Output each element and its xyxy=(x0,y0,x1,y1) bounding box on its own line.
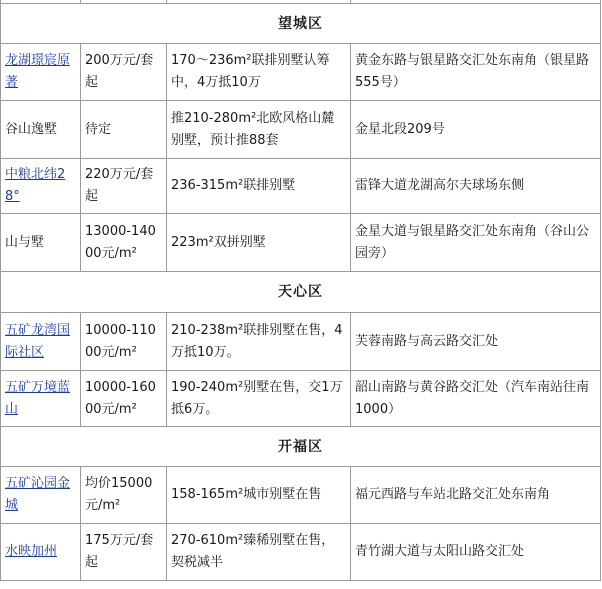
project-link[interactable]: 水映加州 xyxy=(5,544,58,559)
description-cell: 210-238m²联排别墅在售，4万抵10万。 xyxy=(167,313,351,371)
address-cell: 金星北段209号 xyxy=(351,101,601,159)
project-name-cell: 山与墅 xyxy=(1,214,81,272)
project-name-cell[interactable] xyxy=(1,467,81,524)
project-name-cell: 谷山逸墅 xyxy=(1,101,81,159)
project-link[interactable]: 五矿万境蓝山 xyxy=(5,379,71,417)
table-row xyxy=(1,214,601,272)
price-cell: 10000-11000元/m² xyxy=(81,313,167,371)
table-row xyxy=(1,524,601,581)
table-row xyxy=(1,101,601,159)
price-cell: 13000-14000元/m² xyxy=(81,214,167,272)
description-cell: 158-165m²城市别墅在售 xyxy=(167,467,351,524)
project-name-cell[interactable] xyxy=(1,313,81,371)
table-row xyxy=(1,371,601,427)
region-title: 天心区 xyxy=(1,272,601,313)
address-cell: 青竹湖大道与太阳山路交汇处 xyxy=(351,524,601,581)
table-body xyxy=(1,0,601,581)
description-cell: 170～236m²联排别墅认筹中，4万抵10万 xyxy=(167,44,351,101)
description-cell: 270-610m²臻稀别墅在售，契税减半 xyxy=(167,524,351,581)
project-name-cell[interactable] xyxy=(1,159,81,214)
project-name-cell[interactable] xyxy=(1,524,81,581)
region-title: 望城区 xyxy=(1,4,601,44)
address-cell: 福元西路与车站北路交汇处东南角 xyxy=(351,467,601,524)
region-header-row xyxy=(1,427,601,467)
price-cell: 220万元/套起 xyxy=(81,159,167,214)
region-title: 开福区 xyxy=(1,427,601,467)
project-link[interactable]: 五矿沁园金城 xyxy=(5,476,71,513)
address-cell: 雷锋大道龙湖高尔夫球场东侧 xyxy=(351,159,601,214)
project-name-cell[interactable] xyxy=(1,44,81,101)
price-cell: 均价15000元/m² xyxy=(81,467,167,524)
region-header-row xyxy=(1,272,601,313)
table-row xyxy=(1,467,601,524)
price-cell: 200万元/套起 xyxy=(81,44,167,101)
address-cell: 芙蓉南路与高云路交汇处 xyxy=(351,313,601,371)
project-name-cell[interactable] xyxy=(1,371,81,427)
address-cell: 金星大道与银星路交汇处东南角（谷山公园旁） xyxy=(351,214,601,272)
price-cell: 175万元/套起 xyxy=(81,524,167,581)
price-cell: 待定 xyxy=(81,101,167,159)
region-header-row xyxy=(1,4,601,44)
address-cell: 黄金东路与银星路交汇处东南角（银星路555号） xyxy=(351,44,601,101)
description-cell: 236-315m²联排别墅 xyxy=(167,159,351,214)
description-cell: 223m²双拼别墅 xyxy=(167,214,351,272)
description-cell: 190-240m²别墅在售，交1万抵6万。 xyxy=(167,371,351,427)
price-cell: 10000-16000元/m² xyxy=(81,371,167,427)
table-row xyxy=(1,44,601,101)
description-cell: 推210-280m²北欧风格山麓别墅，预计推88套 xyxy=(167,101,351,159)
table-row xyxy=(1,313,601,371)
address-cell: 韶山南路与黄谷路交汇处（汽车南站往南1000） xyxy=(351,371,601,427)
table-row xyxy=(1,159,601,214)
project-link[interactable]: 五矿龙湾国际社区 xyxy=(5,322,71,360)
project-link[interactable]: 中粮北纬28° xyxy=(5,167,66,204)
project-link[interactable]: 龙湖璟宸原著 xyxy=(5,53,71,90)
